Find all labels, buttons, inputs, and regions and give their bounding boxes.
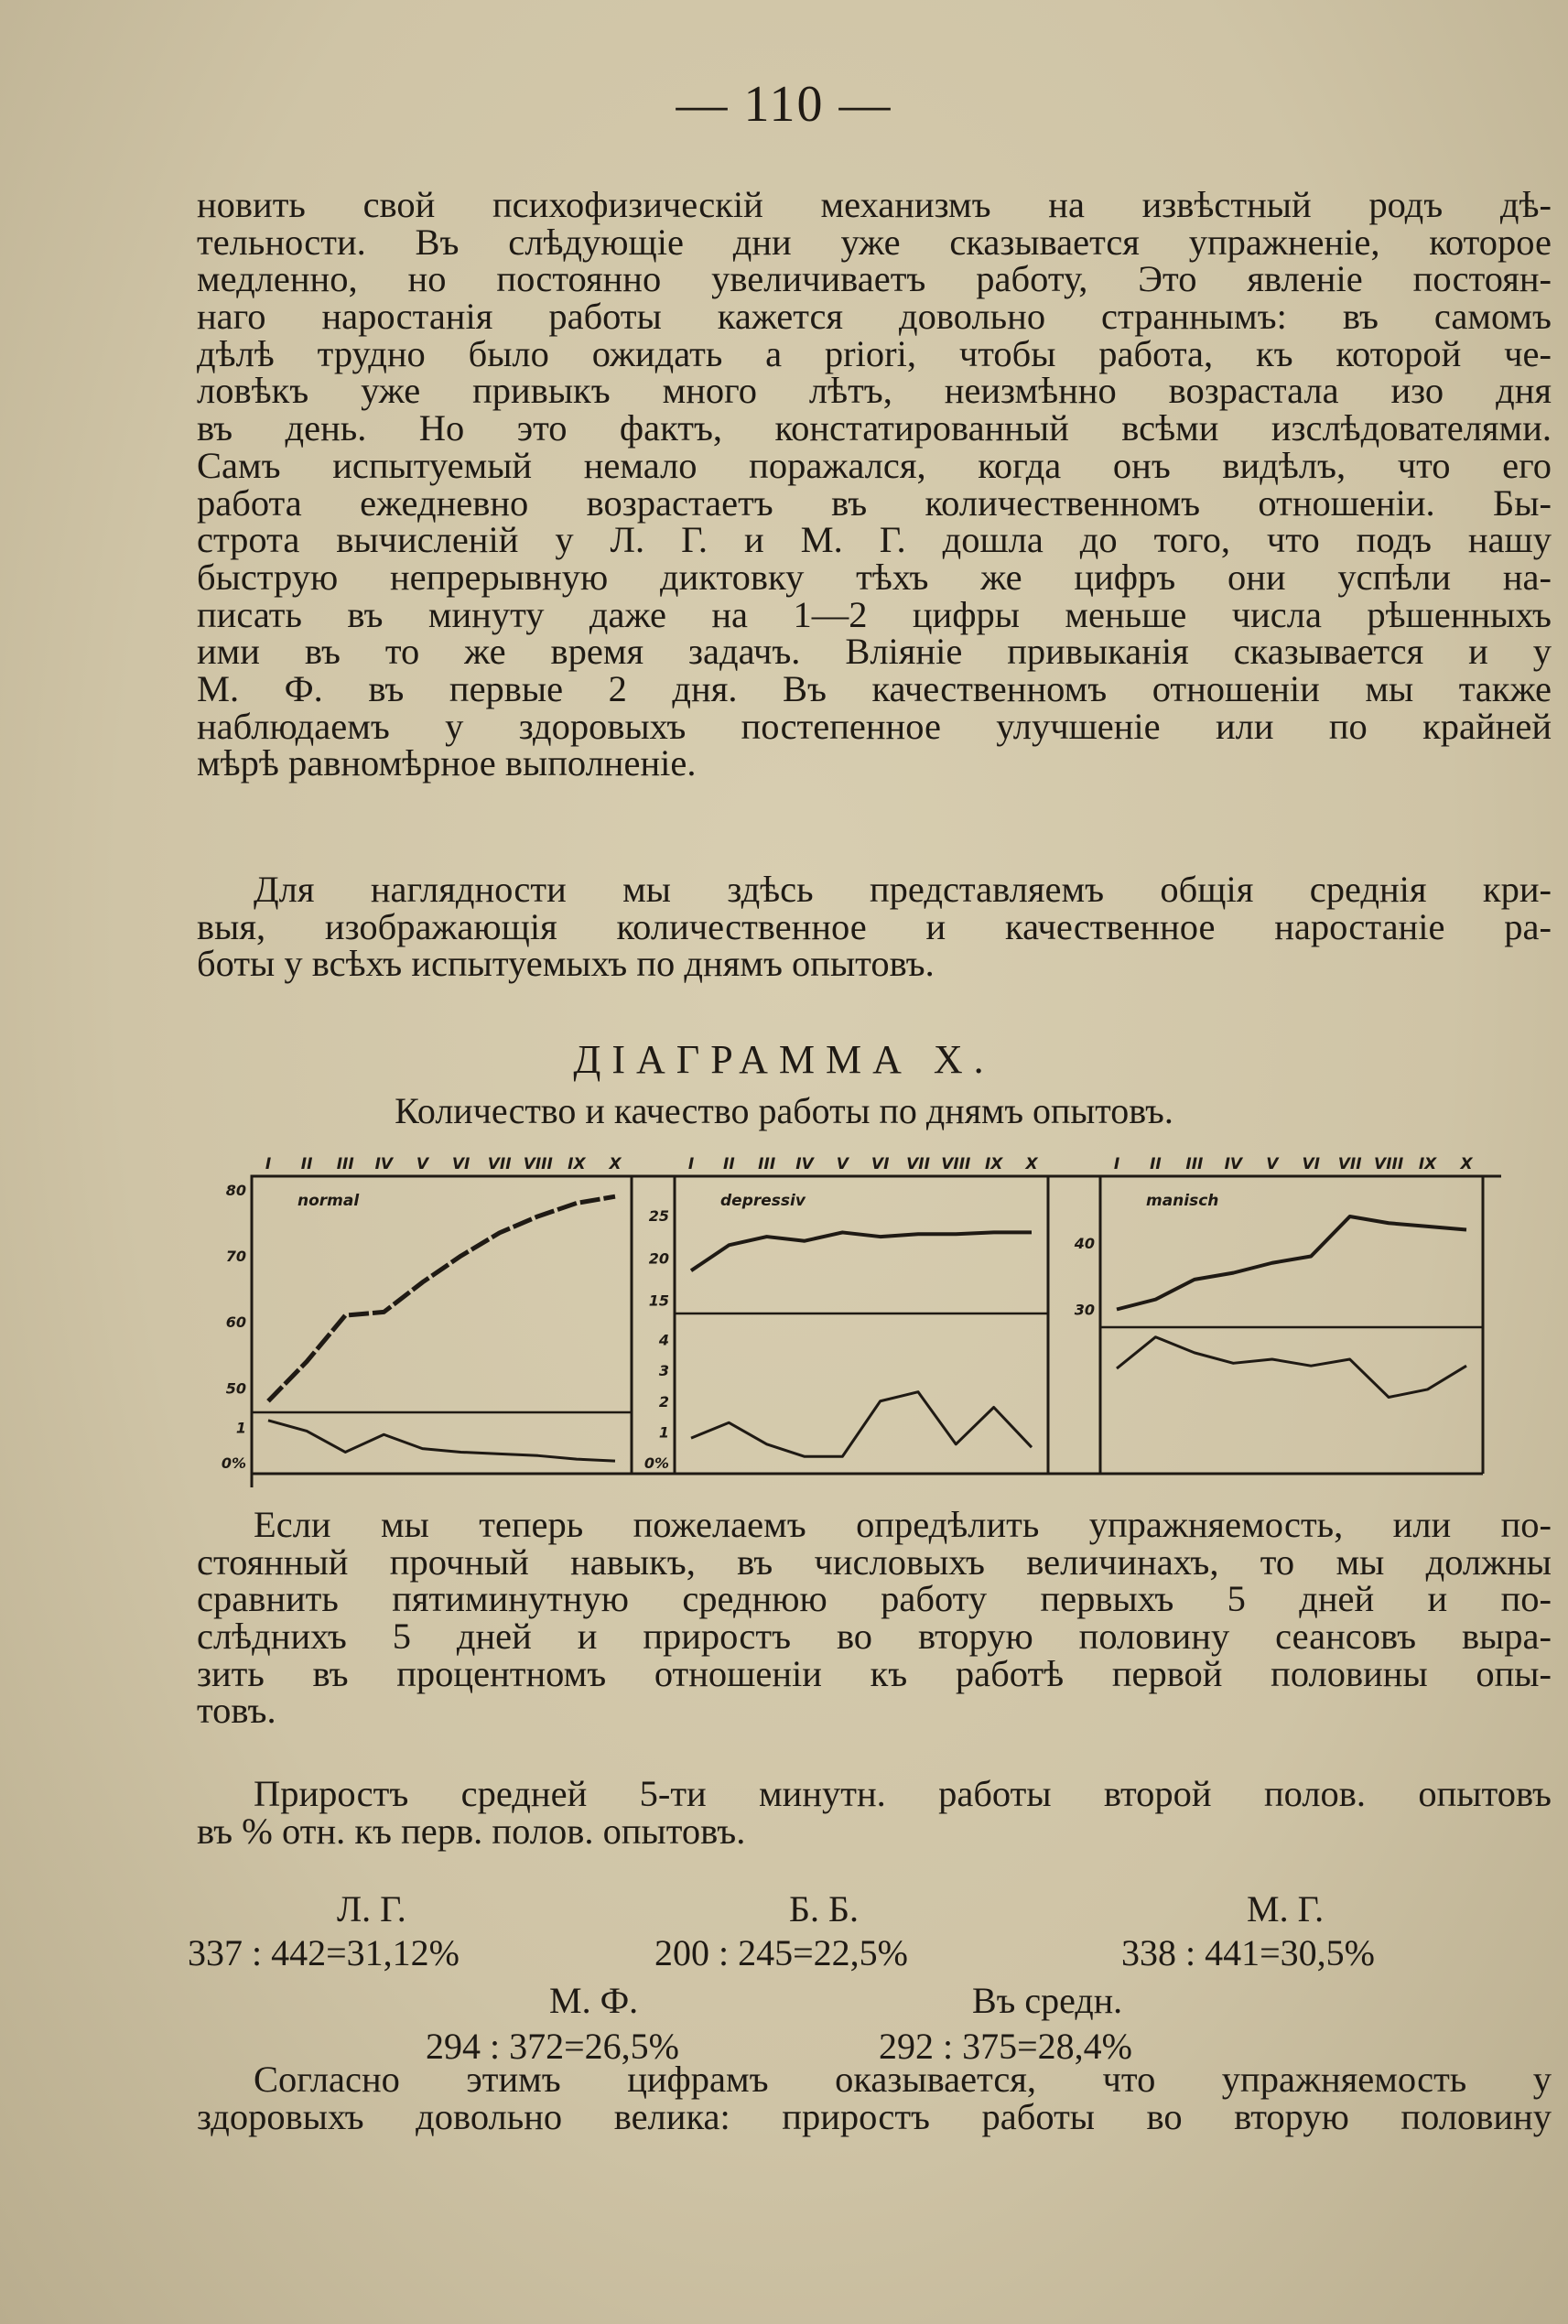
text-line: Согласно этимъ цифрамъ оказывается, что упражняемость у — [254, 2059, 1552, 2100]
text-line: сравнить пятиминутную среднюю работу первыхъ 5 дней и по- — [197, 1578, 1552, 1620]
category-label: VII — [487, 1155, 512, 1173]
subject-name: Въ средн. — [972, 1980, 1123, 2021]
text-line: наго наростанія работы кажется довольно страннымъ: въ самомъ — [197, 296, 1552, 338]
category-label: VI — [1302, 1155, 1320, 1173]
text-line: стоянный прочный навыкъ, въ числовыхъ величинахъ, то мы должны — [197, 1540, 1552, 1583]
diagram-x — [183, 1149, 1501, 1487]
category-label: VIII — [1374, 1155, 1404, 1173]
category-label: IV — [1224, 1155, 1243, 1173]
diagram-title: ДІАГРАММА X. — [573, 1037, 995, 1082]
diagram-frame — [252, 1176, 1501, 1487]
text-line: Самъ испытуемый немало поражался, когда онъ видѣлъ, что его — [197, 444, 1552, 486]
subject-name: М. Ф. — [549, 1980, 639, 2021]
paragraph-3 — [197, 1504, 1552, 1732]
text-line: слѣднихъ 5 дней и приростъ во вторую половину сеансовъ выра- — [197, 1616, 1552, 1658]
text-line: въ % отн. къ перв. полов. опытовъ. — [197, 1810, 746, 1852]
tick-label: 60 — [225, 1313, 246, 1332]
subject-name: Б. Б. — [789, 1888, 859, 1929]
subject-name: Л. Г. — [337, 1888, 406, 1929]
text-line: работа ежедневно возрастаетъ въ количественномъ отношеніи. Бы- — [197, 481, 1552, 524]
category-label: III — [336, 1155, 354, 1173]
text-line: тельности. Въ слѣдующіе дни уже сказывается упражненіе, которое — [197, 221, 1552, 263]
text-line: выя, изображающія количественное и качественное наростаніе ра- — [197, 905, 1552, 947]
text-line: строта вычисленій у Л. Г. и М. Г. дошла до того, что подъ нашу — [197, 519, 1552, 561]
category-label: X — [609, 1155, 622, 1173]
paragraph-1 — [197, 184, 1552, 784]
text-line: мѣрѣ равномѣрное выполненіе. — [197, 742, 697, 784]
page-number: — 110 — — [676, 76, 892, 133]
quality-series-line — [1117, 1337, 1466, 1398]
tick-label: 50 — [225, 1379, 246, 1398]
text-line: писать въ минуту даже на 1—2 цифры меньше числа рѣшенныхъ — [197, 593, 1552, 635]
text-line: Для наглядности мы здѣсь представляемъ общія среднія кри- — [254, 869, 1552, 910]
tick-label: 2 — [658, 1392, 669, 1411]
category-label: V — [416, 1155, 429, 1173]
text-line: Приростъ средней 5-ти минутн. работы второй полов. опытовъ — [254, 1773, 1552, 1814]
category-label: VI — [451, 1155, 470, 1173]
category-label: X — [1460, 1155, 1473, 1173]
category-label: I — [1113, 1155, 1120, 1173]
text-line: боты у всѣхъ испытуемыхъ по днямъ опытовъ. — [197, 943, 935, 985]
category-label: VII — [1337, 1155, 1362, 1173]
tick-label: 30 — [1074, 1301, 1095, 1319]
category-label: VIII — [941, 1155, 971, 1173]
subject-value: 294 : 372=26,5% — [426, 2026, 679, 2067]
category-label: V — [1266, 1155, 1279, 1173]
text-line: въ день. Но это фактъ, констатированный всѣми изслѣдователями. — [197, 407, 1552, 449]
category-label: VII — [906, 1155, 930, 1173]
text-line: быструю непрерывную диктовку тѣхъ же цифръ они успѣли на- — [197, 556, 1552, 598]
quantity-series-line — [691, 1232, 1032, 1270]
tick-label: 80 — [225, 1182, 246, 1199]
category-label: X — [1025, 1155, 1038, 1173]
tick-label: 0% — [221, 1454, 246, 1472]
tick-label: 1 — [235, 1419, 246, 1437]
text-line: здоровыхъ довольно велика: приростъ работы во вторую половину — [197, 2095, 1552, 2137]
panel-label: manisch — [1146, 1192, 1219, 1210]
text-line: медленно, но постоянно увеличиваетъ работу, Это явленіе постоян- — [197, 258, 1552, 300]
text-line: Если мы теперь пожелаемъ опредѣлить упражняемость, или по- — [254, 1504, 1552, 1545]
text-line: ими въ то же время задачъ. Вліяніе привыканія сказывается и у — [197, 631, 1552, 673]
category-label: III — [1185, 1155, 1204, 1173]
category-label: II — [300, 1155, 313, 1173]
quality-series-line — [691, 1392, 1032, 1457]
category-label: IX — [1418, 1155, 1437, 1173]
text-line: товъ. — [197, 1690, 276, 1732]
quality-series-line — [268, 1421, 615, 1461]
subject-value: 292 : 375=28,4% — [879, 2026, 1132, 2067]
category-label: IX — [568, 1155, 586, 1173]
diagram-svg — [183, 1149, 1501, 1487]
text-line: дѣлѣ трудно было ожидать a priori, чтобы работа, къ которой че- — [197, 332, 1552, 374]
paragraph-5 — [197, 2061, 1552, 2135]
paragraph-2 — [197, 871, 1552, 983]
panel-label: depressiv — [720, 1192, 806, 1210]
quantity-series-line — [268, 1196, 615, 1401]
tick-label: 4 — [658, 1331, 669, 1349]
subject-value: 200 : 245=22,5% — [654, 1932, 908, 1973]
tick-label: 1 — [658, 1423, 669, 1442]
tick-label: 40 — [1074, 1235, 1095, 1252]
category-label: IV — [374, 1155, 394, 1173]
tick-label: 20 — [648, 1249, 669, 1268]
text-line: новить свой психофизическій механизмъ на извѣстный родъ дѣ- — [197, 184, 1552, 225]
text-line: зить въ процентномъ отношеніи къ работѣ первой половины опы- — [197, 1652, 1552, 1694]
text-line: М. Ф. въ первые 2 дня. Въ качественномъ отношеніи мы также — [197, 667, 1552, 709]
quantity-series-line — [1117, 1216, 1466, 1310]
category-label: IX — [984, 1155, 1003, 1173]
subject-value: 338 : 441=30,5% — [1121, 1932, 1375, 1973]
tick-label: 3 — [658, 1362, 669, 1380]
category-label: II — [1150, 1155, 1162, 1173]
diagram-subtitle: Количество и качество работы по днямъ опытовъ. — [395, 1090, 1173, 1131]
category-label: V — [836, 1155, 849, 1173]
panel-label: normal — [297, 1192, 360, 1210]
category-label: IV — [795, 1155, 814, 1173]
category-label: III — [758, 1155, 776, 1173]
tick-label: 0% — [643, 1454, 669, 1472]
category-label: I — [265, 1155, 272, 1173]
category-label: VI — [871, 1155, 890, 1173]
tick-label: 15 — [648, 1292, 669, 1310]
paragraph-4 — [197, 1773, 1552, 1852]
frame-shadow — [252, 1474, 1483, 1487]
text-line: ловѣкъ уже привыкъ много лѣтъ, неизмѣнно возрастала изо дня — [197, 370, 1552, 412]
tick-label: 70 — [225, 1248, 246, 1266]
category-label: II — [723, 1155, 735, 1173]
category-label: VIII — [523, 1155, 553, 1173]
subject-value: 337 : 442=31,12% — [188, 1932, 460, 1973]
tick-label: 25 — [648, 1206, 669, 1225]
category-label: I — [687, 1155, 695, 1173]
subject-name: М. Г. — [1247, 1888, 1325, 1929]
text-line: наблюдаемъ у здоровыхъ постепенное улучшеніе или по крайней — [197, 705, 1552, 747]
